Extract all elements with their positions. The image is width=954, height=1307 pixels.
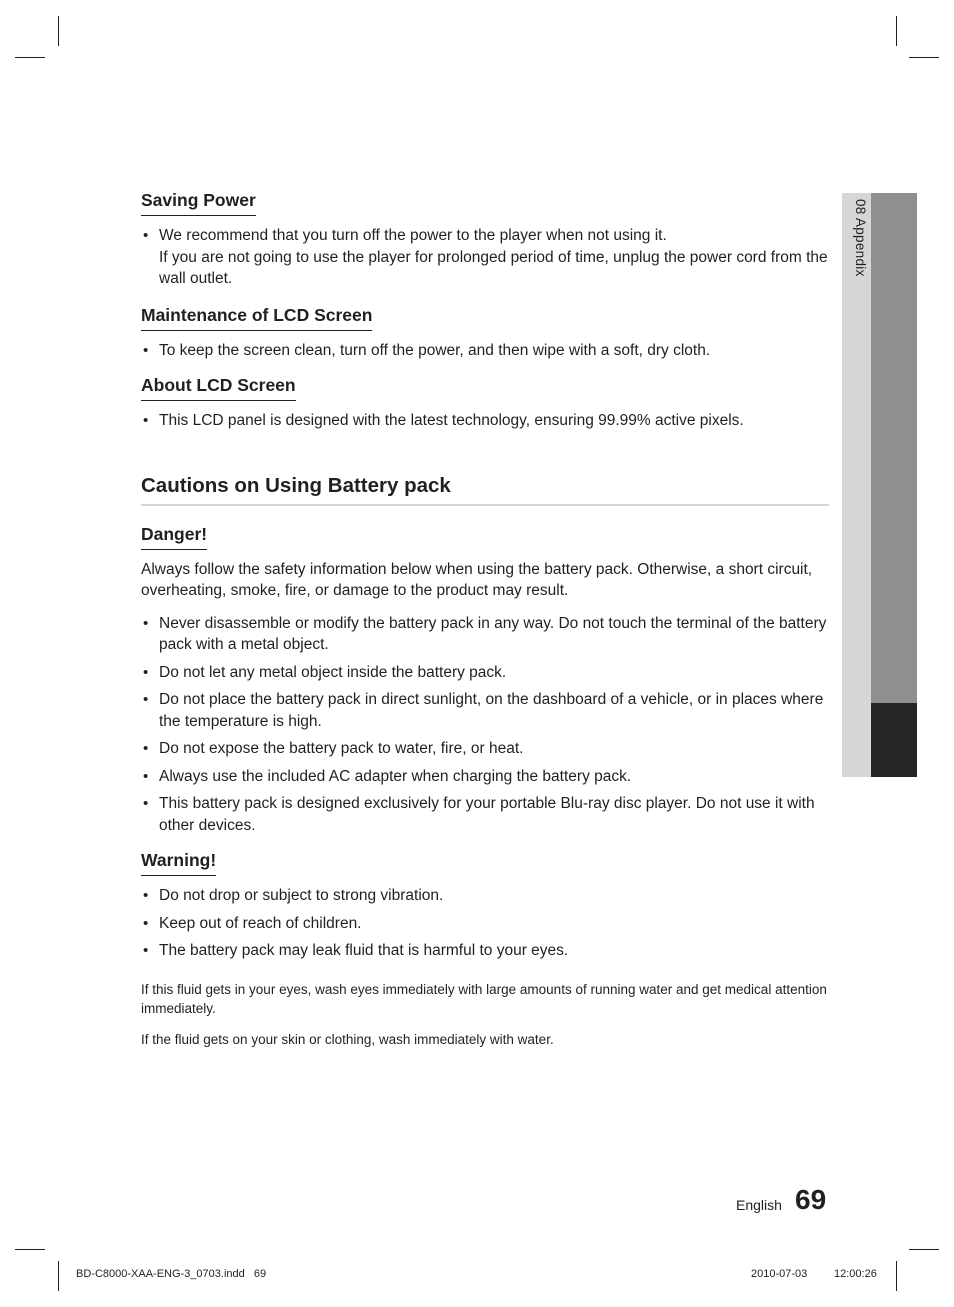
about-lcd-list (141, 410, 829, 432)
chapter-label: 08 Appendix (853, 199, 868, 277)
list-item-text: We recommend that you turn off the power to the player when not using it. If you are not going to use the player for prolonged period of time, unplug the power cord from the wall outlet. (159, 227, 828, 287)
list-item-text: To keep the screen clean, turn off the power, and then wipe with a soft, dry cloth. (159, 341, 711, 359)
section-title: Cautions on Using Battery pack (141, 474, 829, 506)
list-item-text: Do not let any metal object inside the battery pack. (159, 663, 507, 681)
list-item-text: Do not drop or subject to strong vibration. (159, 887, 444, 904)
list-item (141, 738, 829, 760)
crop-mark (15, 57, 45, 58)
list-item-text: The battery pack may leak fluid that is harmful to your eyes. (159, 942, 569, 959)
crop-mark (58, 1261, 59, 1291)
crop-mark (909, 57, 939, 58)
list-item (141, 940, 829, 962)
page-content (141, 190, 829, 1049)
danger-list (141, 613, 829, 837)
danger-heading: Danger! (141, 524, 207, 550)
danger-intro: Always follow the safety information below when using the battery pack. Otherwise, a short circuit, overheating, smoke, fire, or damage to the product may result. (141, 560, 813, 599)
about-lcd-section (141, 375, 829, 432)
battery-section (141, 474, 829, 1049)
list-item-text: Never disassemble or modify the battery pack in any way. Do not touch the terminal of the battery pack with a metal object. (159, 614, 827, 653)
note-eyes: If this fluid gets in your eyes, wash eyes immediately with large amounts of running water and get medical attention immediately. (141, 981, 827, 1016)
list-item (141, 885, 829, 907)
slug-date: 2010-07-03 (751, 1268, 808, 1280)
chapter-tab-marker (871, 703, 917, 777)
list-item (141, 913, 829, 935)
list-item (141, 766, 829, 788)
slug-time: 12:00:26 (834, 1268, 877, 1280)
crop-mark (15, 1249, 45, 1250)
warning-subsection (141, 850, 829, 1049)
maintenance-section (141, 305, 829, 362)
crop-mark (896, 16, 897, 46)
about-lcd-heading: About LCD Screen (141, 375, 296, 401)
list-item-text: This battery pack is designed exclusively for your portable Blu-ray disc player. Do not use it with other devices. (159, 795, 815, 834)
warning-heading: Warning! (141, 850, 216, 876)
list-item (141, 225, 829, 290)
list-item (141, 613, 829, 656)
crop-mark (58, 16, 59, 46)
list-item (141, 662, 829, 684)
list-item (141, 410, 829, 432)
saving-power-heading: Saving Power (141, 190, 256, 216)
danger-subsection (141, 524, 829, 837)
footer-language: English (736, 1197, 782, 1213)
saving-power-list (141, 225, 829, 290)
list-item (141, 689, 829, 732)
list-item-text: Do not expose the battery pack to water, fire, or heat. (159, 740, 524, 757)
chapter-tab-background (842, 193, 871, 777)
chapter-tab-band (871, 193, 917, 703)
crop-mark (896, 1261, 897, 1291)
warning-list (141, 885, 829, 962)
maintenance-list (141, 340, 829, 362)
slug-file: BD-C8000-XAA-ENG-3_0703.indd 69 (76, 1268, 267, 1280)
maintenance-heading: Maintenance of LCD Screen (141, 305, 372, 331)
list-item-text: Do not place the battery pack in direct sunlight, on the dashboard of a vehicle, or in places where the temperature is high. (159, 691, 824, 730)
page-number: 69 (795, 1184, 827, 1215)
list-item-text: Keep out of reach of children. (159, 914, 362, 932)
list-item-text: This LCD panel is designed with the latest technology, ensuring 99.99% active pixels. (159, 412, 744, 429)
list-item (141, 793, 829, 836)
list-item-text: Always use the included AC adapter when charging the battery pack. (159, 767, 632, 785)
list-item (141, 340, 829, 362)
note-skin: If the fluid gets on your skin or clothing, wash immediately with water. (141, 1031, 554, 1047)
crop-mark (909, 1249, 939, 1250)
saving-power-section (141, 190, 829, 290)
